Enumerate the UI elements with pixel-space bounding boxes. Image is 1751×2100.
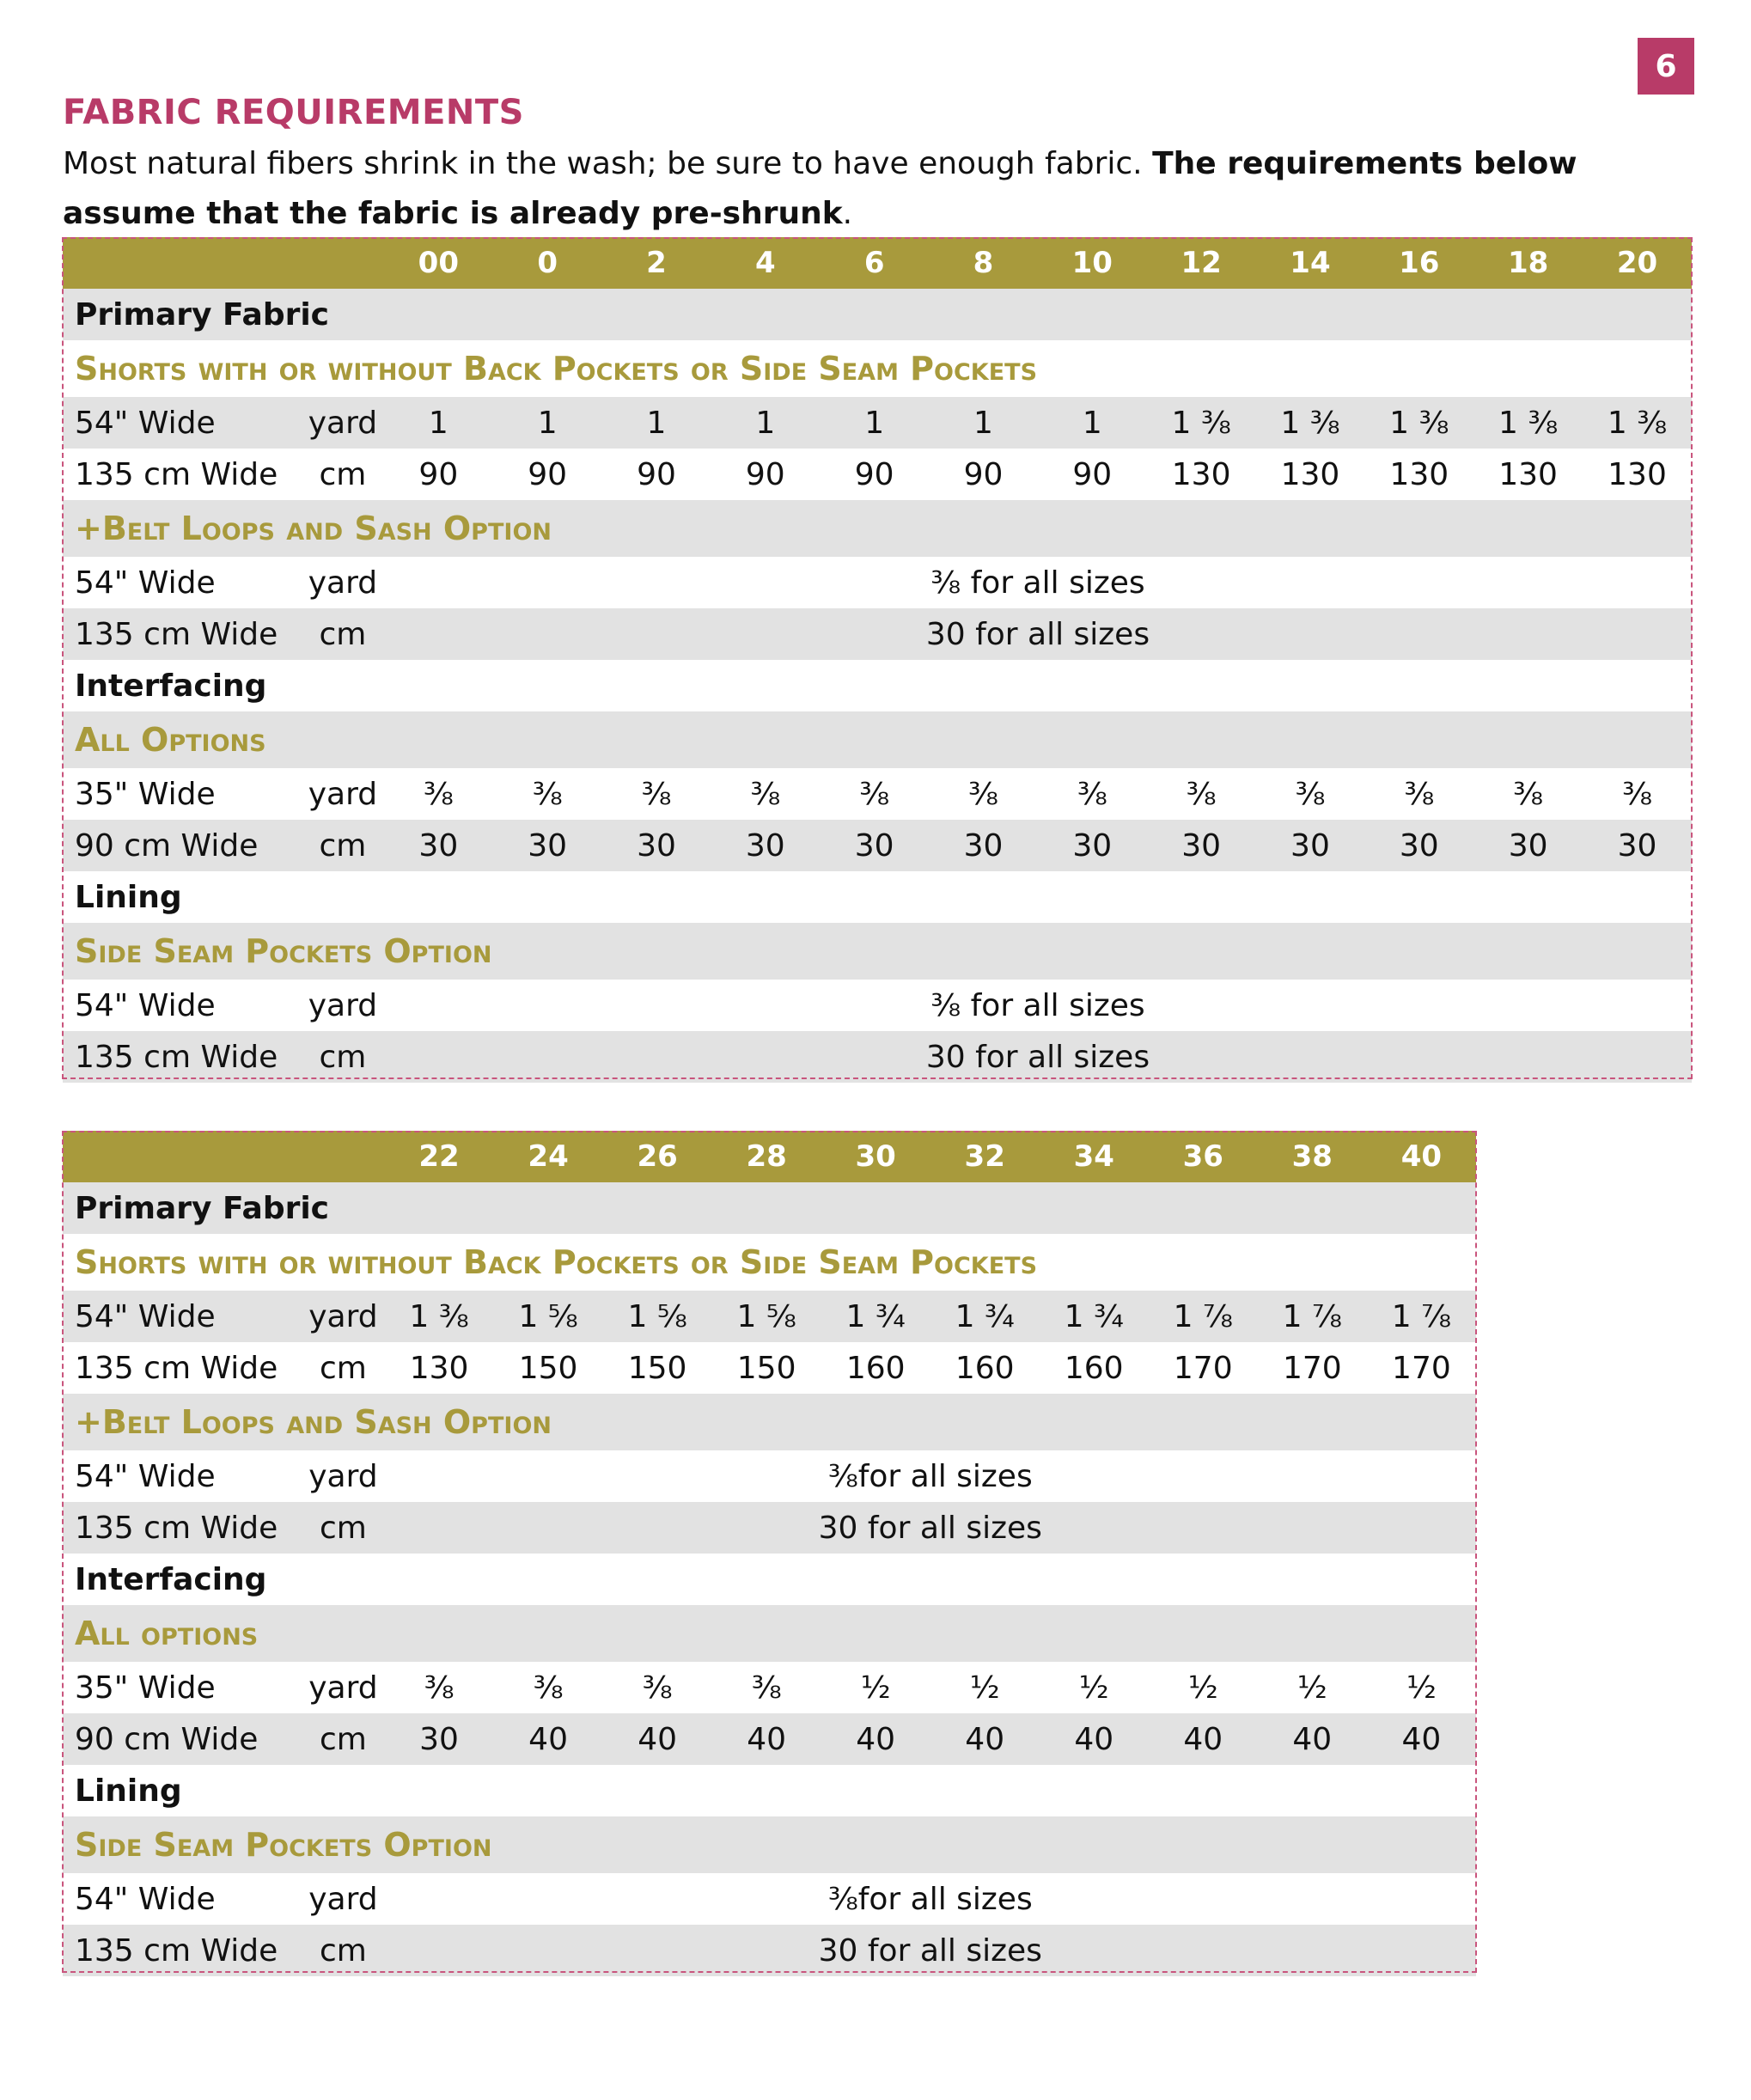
value-cell-30: 160 [821,1342,930,1394]
value-cell-28: ⅜ [712,1662,821,1713]
all-sizes-value: ⅜ for all sizes [384,980,1692,1031]
value-cell-16: ⅜ [1364,768,1473,820]
belt-loops-section-heading-label: +Belt Loops and Sash Option [63,1394,1476,1450]
value-cell-12: ⅜ [1147,768,1256,820]
value-cell-12: 30 [1147,820,1256,871]
all-sizes-value: 30 for all sizes [385,1502,1476,1554]
size-header-10: 10 [1038,237,1147,289]
size-header-4: 4 [711,237,820,289]
value-cell-10: 30 [1038,820,1147,871]
value-cell-16: 30 [1364,820,1473,871]
size-header-32: 32 [930,1131,1040,1182]
value-cell-24: 150 [494,1342,603,1394]
value-cell-10: ⅜ [1038,768,1147,820]
size-header-row [63,1131,1476,1182]
value-cell-34: 1 ¾ [1040,1291,1149,1342]
value-cell-38: 40 [1258,1713,1367,1765]
row-label: 90 cm Wide [63,820,302,871]
page-number-badge: 6 [1638,38,1694,95]
size-header-28: 28 [712,1131,821,1182]
value-cell-20: 1 ⅜ [1583,397,1692,449]
value-cell-36: 170 [1149,1342,1258,1394]
shorts-section-heading [63,1234,1476,1291]
value-cell-32: 160 [930,1342,1040,1394]
lining-135-cm-row [63,1031,1692,1083]
size-header-00: 00 [384,237,493,289]
row-unit: cm [302,1031,384,1083]
row-unit: cm [302,820,384,871]
interfacing-90-cm-row [63,820,1692,871]
value-cell-6: ⅜ [820,768,929,820]
value-cell-4: ⅜ [711,768,820,820]
value-cell-40: 40 [1367,1713,1476,1765]
row-unit: yard [302,1291,384,1342]
size-header-24: 24 [494,1131,603,1182]
value-cell-4: 90 [711,449,820,500]
value-cell-4: 1 [711,397,820,449]
row-unit: yard [302,768,384,820]
belt-loops-section-heading [63,500,1692,557]
belt-loops-section-heading-label: +Belt Loops and Sash Option [63,500,1692,557]
row-unit: cm [302,1342,384,1394]
row-label: 135 cm Wide [63,1925,302,1976]
page-title: FABRIC REQUIREMENTS [63,93,524,132]
interfacing-90-cm-row [63,1713,1476,1765]
size-header-14: 14 [1256,237,1365,289]
row-label: 135 cm Wide [63,1031,302,1083]
size-header-16: 16 [1364,237,1473,289]
all-sizes-value: 30 for all sizes [384,1031,1692,1083]
intro-normal: Most natural fibers shrink in the wash; be sure to have enough fabric. [63,146,1153,181]
size-header-30: 30 [821,1131,930,1182]
header-blank [302,1131,384,1182]
size-header-0: 0 [493,237,602,289]
row-unit: yard [302,397,384,449]
shorts-54-wide-row [63,397,1692,449]
row-unit: yard [302,980,384,1031]
value-cell-32: 1 ¾ [930,1291,1040,1342]
all-sizes-value: ⅜ for all sizes [384,557,1692,608]
value-cell-12: 130 [1147,449,1256,500]
row-label: 35" Wide [63,1662,302,1713]
shorts-135-cm-row [63,1342,1476,1394]
value-cell-24: 1 ⅝ [494,1291,603,1342]
primary-fabric-heading-label: Primary Fabric [63,289,1692,340]
value-cell-28: 150 [712,1342,821,1394]
size-header-2: 2 [602,237,711,289]
lining-heading [63,1765,1476,1816]
lining-heading-label: Lining [63,1765,1476,1816]
value-cell-20: 30 [1583,820,1692,871]
shorts-54-wide-row [63,1291,1476,1342]
row-unit: cm [302,608,384,660]
size-table-22-40 [63,1131,1476,1976]
side-seam-section-heading [63,1816,1476,1873]
intro-end: . [842,196,853,231]
lining-heading-label: Lining [63,871,1692,923]
intro-bold: The requirements below assume that the fabric is already pre-shrunk [63,146,1577,231]
header-blank [63,1131,302,1182]
header-blank [63,237,302,289]
belt-54-wide-row [63,557,1692,608]
value-cell-32: ½ [930,1662,1040,1713]
value-cell-38: ½ [1258,1662,1367,1713]
value-cell-2: 30 [602,820,711,871]
size-header-36: 36 [1149,1131,1258,1182]
row-unit: yard [302,1450,384,1502]
value-cell-18: ⅜ [1473,768,1583,820]
all-options-section-heading-label: All Options [63,711,1692,768]
row-unit: cm [302,1925,384,1976]
primary-fabric-heading [63,289,1692,340]
value-cell-20: 130 [1583,449,1692,500]
size-header-22: 22 [385,1131,494,1182]
value-cell-00: 1 [384,397,493,449]
all-options-section-heading [63,711,1692,768]
all-sizes-value: 30 for all sizes [385,1925,1476,1976]
value-cell-0: 30 [493,820,602,871]
value-cell-24: ⅜ [494,1662,603,1713]
row-unit: cm [302,1713,384,1765]
value-cell-26: 40 [603,1713,712,1765]
row-label: 54" Wide [63,1450,302,1502]
value-cell-40: 1 ⅞ [1367,1291,1476,1342]
value-cell-6: 90 [820,449,929,500]
value-cell-36: ½ [1149,1662,1258,1713]
value-cell-8: 1 [929,397,1038,449]
value-cell-34: ½ [1040,1662,1149,1713]
value-cell-32: 40 [930,1713,1040,1765]
value-cell-20: ⅜ [1583,768,1692,820]
value-cell-6: 1 [820,397,929,449]
value-cell-12: 1 ⅜ [1147,397,1256,449]
intro-text [63,139,1678,239]
value-cell-2: 90 [602,449,711,500]
value-cell-22: 30 [385,1713,494,1765]
value-cell-14: ⅜ [1256,768,1365,820]
interfacing-heading-label: Interfacing [63,1554,1476,1605]
lining-135-cm-row [63,1925,1476,1976]
size-header-8: 8 [929,237,1038,289]
value-cell-8: 90 [929,449,1038,500]
belt-135-cm-row [63,608,1692,660]
value-cell-40: 170 [1367,1342,1476,1394]
value-cell-2: 1 [602,397,711,449]
row-label: 54" Wide [63,1873,302,1925]
value-cell-30: ½ [821,1662,930,1713]
size-header-12: 12 [1147,237,1256,289]
value-cell-0: 90 [493,449,602,500]
belt-loops-section-heading [63,1394,1476,1450]
value-cell-8: 30 [929,820,1038,871]
row-unit: yard [302,1662,384,1713]
value-cell-14: 1 ⅜ [1256,397,1365,449]
value-cell-28: 40 [712,1713,821,1765]
side-seam-section-heading-label: Side Seam Pockets Option [63,923,1692,980]
interfacing-heading-label: Interfacing [63,660,1692,711]
value-cell-24: 40 [494,1713,603,1765]
row-label: 54" Wide [63,557,302,608]
value-cell-36: 1 ⅞ [1149,1291,1258,1342]
size-table-00-20 [63,237,1692,1083]
value-cell-34: 160 [1040,1342,1149,1394]
row-label: 135 cm Wide [63,608,302,660]
interfacing-35-wide-row [63,1662,1476,1713]
value-cell-2: ⅜ [602,768,711,820]
value-cell-40: ½ [1367,1662,1476,1713]
size-header-20: 20 [1583,237,1692,289]
row-label: 135 cm Wide [63,449,302,500]
size-header-26: 26 [603,1131,712,1182]
value-cell-10: 1 [1038,397,1147,449]
row-label: 54" Wide [63,1291,302,1342]
interfacing-heading [63,1554,1476,1605]
row-label: 90 cm Wide [63,1713,302,1765]
row-label: 135 cm Wide [63,1342,302,1394]
value-cell-38: 1 ⅞ [1258,1291,1367,1342]
value-cell-26: 1 ⅝ [603,1291,712,1342]
side-seam-section-heading-label: Side Seam Pockets Option [63,1816,1476,1873]
row-label: 54" Wide [63,397,302,449]
row-label: 135 cm Wide [63,1502,302,1554]
row-unit: yard [302,1873,384,1925]
value-cell-00: 90 [384,449,493,500]
size-header-6: 6 [820,237,929,289]
primary-fabric-heading-label: Primary Fabric [63,1182,1476,1234]
all-sizes-value: ⅜for all sizes [385,1873,1476,1925]
side-seam-section-heading [63,923,1692,980]
all-sizes-value: 30 for all sizes [384,608,1692,660]
value-cell-28: 1 ⅝ [712,1291,821,1342]
row-label: 54" Wide [63,980,302,1031]
value-cell-6: 30 [820,820,929,871]
row-label: 35" Wide [63,768,302,820]
value-cell-18: 130 [1473,449,1583,500]
value-cell-26: ⅜ [603,1662,712,1713]
interfacing-35-wide-row [63,768,1692,820]
lining-heading [63,871,1692,923]
belt-54-wide-row [63,1450,1476,1502]
value-cell-0: ⅜ [493,768,602,820]
value-cell-4: 30 [711,820,820,871]
value-cell-30: 1 ¾ [821,1291,930,1342]
header-blank [302,237,384,289]
shorts-section-heading-label: Shorts with or without Back Pockets or Side Seam Pockets [63,340,1692,397]
shorts-section-heading [63,340,1692,397]
lining-54-wide-row [63,980,1692,1031]
value-cell-22: 1 ⅜ [385,1291,494,1342]
value-cell-22: ⅜ [385,1662,494,1713]
value-cell-18: 1 ⅜ [1473,397,1583,449]
value-cell-18: 30 [1473,820,1583,871]
size-header-40: 40 [1367,1131,1476,1182]
value-cell-14: 130 [1256,449,1365,500]
value-cell-38: 170 [1258,1342,1367,1394]
value-cell-16: 1 ⅜ [1364,397,1473,449]
value-cell-34: 40 [1040,1713,1149,1765]
all-options-section-heading [63,1605,1476,1662]
all-options-section-heading-label: All options [63,1605,1476,1662]
belt-135-cm-row [63,1502,1476,1554]
shorts-section-heading-label: Shorts with or without Back Pockets or Side Seam Pockets [63,1234,1476,1291]
value-cell-00: ⅜ [384,768,493,820]
value-cell-22: 130 [385,1342,494,1394]
value-cell-14: 30 [1256,820,1365,871]
interfacing-heading [63,660,1692,711]
value-cell-36: 40 [1149,1713,1258,1765]
lining-54-wide-row [63,1873,1476,1925]
value-cell-00: 30 [384,820,493,871]
size-header-38: 38 [1258,1131,1367,1182]
size-header-row [63,237,1692,289]
row-unit: cm [302,449,384,500]
value-cell-10: 90 [1038,449,1147,500]
value-cell-26: 150 [603,1342,712,1394]
value-cell-8: ⅜ [929,768,1038,820]
value-cell-30: 40 [821,1713,930,1765]
shorts-135-cm-row [63,449,1692,500]
row-unit: cm [302,1502,384,1554]
value-cell-16: 130 [1364,449,1473,500]
size-header-18: 18 [1473,237,1583,289]
primary-fabric-heading [63,1182,1476,1234]
row-unit: yard [302,557,384,608]
size-header-34: 34 [1040,1131,1149,1182]
all-sizes-value: ⅜for all sizes [385,1450,1476,1502]
value-cell-0: 1 [493,397,602,449]
